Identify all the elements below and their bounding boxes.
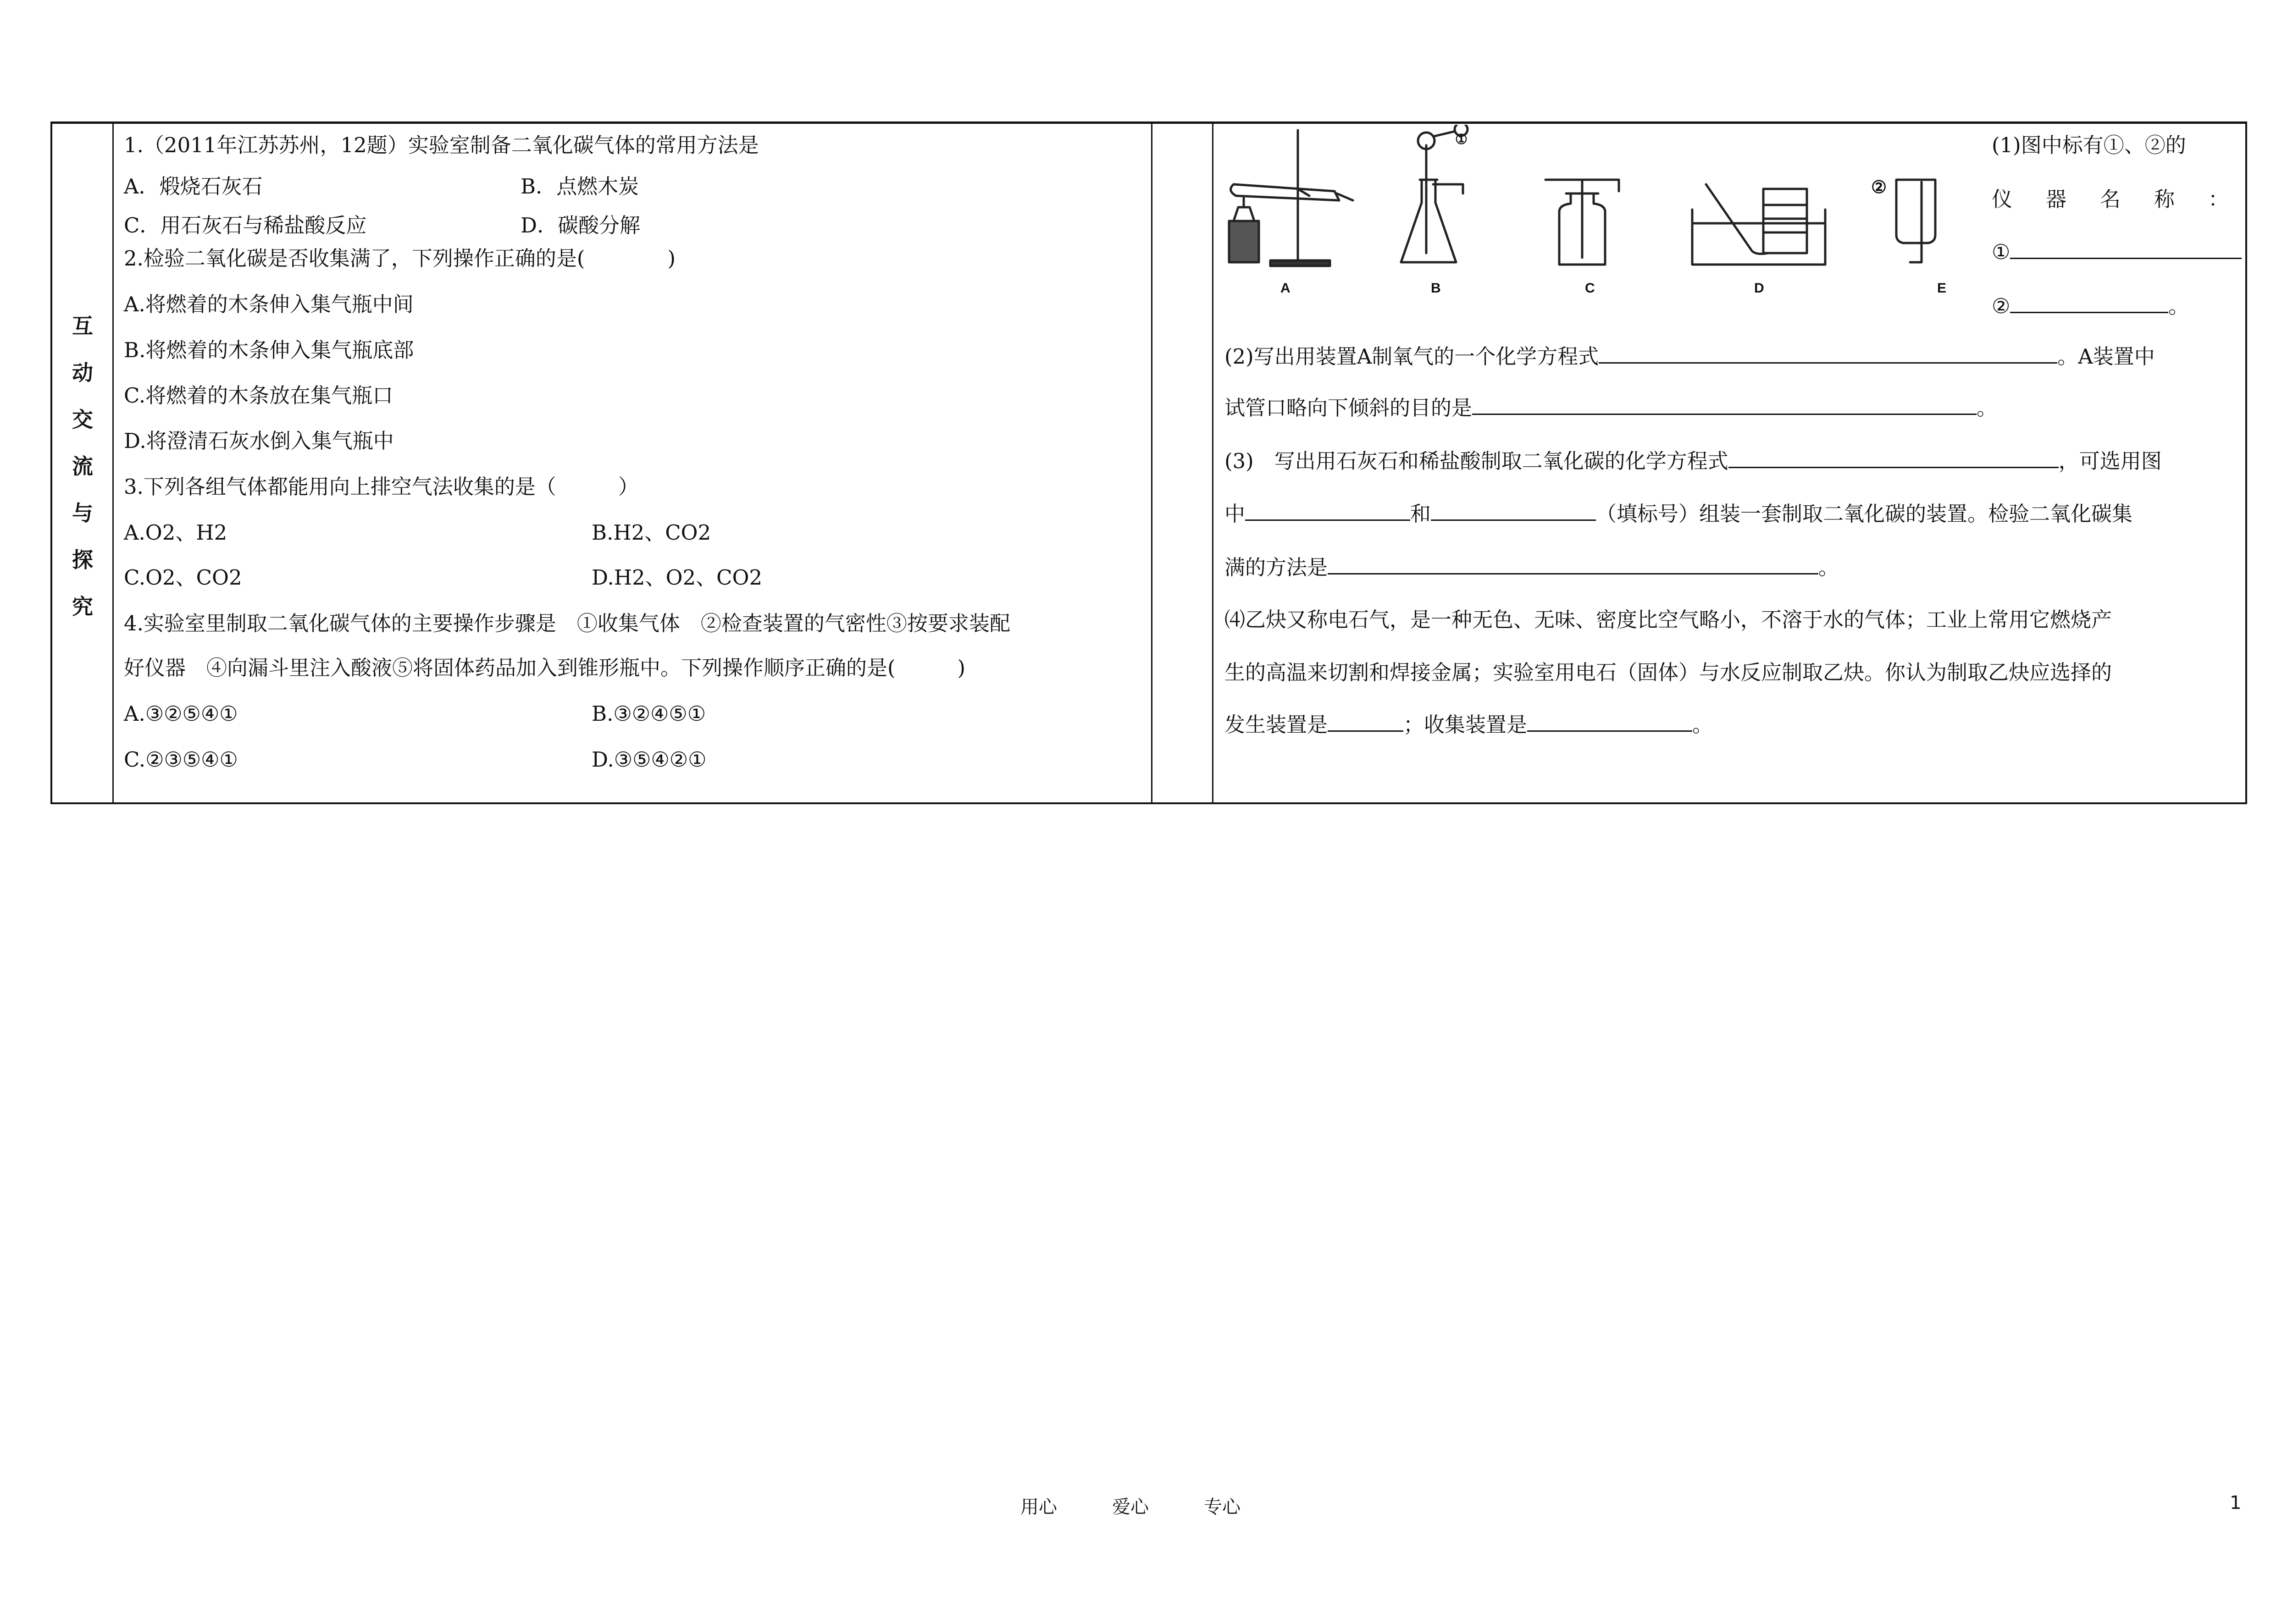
- q4-option-a: A.③②⑤④①: [124, 702, 238, 726]
- apparatus-e-drawing: [1896, 180, 1935, 262]
- p3-line3-text: 满的方法是: [1224, 555, 1328, 580]
- section-title-char: 究: [72, 594, 93, 619]
- q3-option-a: A.O2、H2: [124, 520, 227, 545]
- p2-line1-tail: 。A装置中: [2057, 344, 2155, 369]
- section-title-char: 交: [72, 407, 93, 432]
- apparatus-label-b: B: [1431, 281, 1441, 296]
- apparatus-a-drawing: [1229, 130, 1353, 266]
- answer-blank[interactable]: [1472, 395, 1977, 415]
- page-number: 1: [2230, 1492, 2242, 1514]
- apparatus-figure: [1220, 125, 1972, 308]
- p4-line3-mid: ；收集装置是: [1403, 713, 1528, 737]
- answer-blank[interactable]: [1245, 501, 1410, 521]
- apparatus-d-drawing: [1692, 184, 1825, 265]
- q4-option-b: B.③②④⑤①: [592, 702, 706, 726]
- p3-line3-tail: 。: [1818, 555, 1839, 580]
- q3-option-b: B.H2、CO2: [592, 520, 711, 545]
- apparatus-marker-2: ②: [1871, 178, 1887, 197]
- q2-option-b: B.将燃着的木条伸入集气瓶底部: [124, 338, 414, 362]
- answer-blank[interactable]: [1599, 344, 2057, 364]
- footer-motto-1: 用心: [1020, 1497, 1057, 1518]
- p4-line2: 生的高温来切割和焊接金属；实验室用电石（固体）与水反应制取乙炔。你认为制取乙炔应选择的: [1224, 660, 2112, 685]
- q4-stem-line1: 4.实验室里制取二氧化碳气体的主要操作步骤是 ①收集气体 ②检查装置的气密性③按要求装配: [124, 611, 1010, 635]
- column-divider-2: [1151, 122, 1152, 804]
- q4-option-c: C.②③⑤④①: [124, 747, 238, 772]
- p2-line2-tail: 。: [1977, 396, 1998, 420]
- answer-blank[interactable]: [1328, 712, 1403, 732]
- q1-option-b: B．点燃木炭: [521, 174, 639, 199]
- apparatus-label-c: C: [1585, 281, 1595, 296]
- p1-blank2: [1992, 293, 2189, 319]
- apparatus-label-a: A: [1280, 281, 1291, 296]
- p2-line1: [1224, 344, 2155, 369]
- answer-blank[interactable]: [1728, 448, 2059, 468]
- p3-line2-tail: （填标号）组装一套制取二氧化碳的装置。检验二氧化碳集: [1596, 502, 2133, 526]
- q1-option-a: A．煅烧石灰石: [124, 174, 263, 199]
- q1-option-d: D．碳酸分解: [521, 213, 641, 238]
- table-bottom-border: [50, 802, 2247, 804]
- section-title-char: 流: [72, 454, 93, 479]
- section-title-char: 互: [72, 314, 93, 338]
- answer-blank[interactable]: [1431, 501, 1596, 521]
- section-title-char: 探: [72, 547, 93, 572]
- apparatus-label-e: E: [1937, 281, 1947, 296]
- q4-stem-line2: 好仪器 ④向漏斗里注入酸液⑤将固体药品加入到锥形瓶中。下列操作顺序正确的是( ): [124, 656, 966, 680]
- p3-line2-text: 中: [1224, 502, 1246, 526]
- p3-line3: [1224, 555, 1839, 580]
- q2-option-d: D.将澄清石灰水倒入集气瓶中: [124, 429, 394, 453]
- p2-line2: [1224, 395, 1997, 420]
- p1-line2: 仪 器 名 称 ：: [1992, 187, 2236, 211]
- p3-line1-text: (3) 写出用石灰石和稀盐酸制取二氧化碳的化学方程式: [1224, 449, 1728, 473]
- p3-line1-tail: ，可选用图: [2058, 449, 2162, 473]
- section-title-vertical: [53, 303, 112, 630]
- p3-line2-and: 和: [1410, 502, 1431, 526]
- p2-line1-text: (2)写出用装置A制氧气的一个化学方程式: [1224, 344, 1599, 369]
- p1-blank1: [1992, 239, 2242, 265]
- q4-option-d: D.③⑤④②①: [592, 747, 707, 772]
- answer-blank[interactable]: [1527, 712, 1692, 732]
- answer-blank[interactable]: [1328, 555, 1818, 574]
- table-top-border: [50, 122, 2247, 124]
- table-right-border: [2245, 122, 2247, 804]
- p3-line2: [1224, 501, 2132, 526]
- section-title-char: 动: [72, 360, 93, 385]
- footer-motto-3: 专心: [1204, 1497, 1241, 1518]
- footer-motto-2: 爱心: [1112, 1497, 1149, 1518]
- p4-line3: [1224, 712, 1713, 737]
- q3-option-c: C.O2、CO2: [124, 565, 242, 590]
- apparatus-label-d: D: [1754, 281, 1764, 296]
- q2-option-a: A.将燃着的木条伸入集气瓶中间: [124, 292, 414, 316]
- q2-stem: 2.检验二氧化碳是否收集满了，下列操作正确的是( ): [124, 246, 676, 271]
- column-divider-3: [1212, 122, 1213, 804]
- q1-option-c: C．用石灰石与稀盐酸反应: [124, 213, 367, 238]
- apparatus-c-drawing: [1545, 180, 1619, 265]
- column-divider-1: [112, 122, 114, 804]
- apparatus-marker-1: ①: [1455, 132, 1468, 147]
- q3-option-d: D.H2、O2、CO2: [592, 565, 763, 590]
- p1-line1: (1)图中标有①、②的: [1992, 133, 2186, 157]
- p1-blank2-prefix: ②: [1992, 294, 2011, 318]
- answer-blank[interactable]: [2010, 293, 2168, 313]
- q2-option-c: C.将燃着的木条放在集气瓶口: [124, 383, 393, 408]
- table-left-border: [50, 122, 52, 804]
- p1-blank1-prefix: ①: [1992, 240, 2011, 264]
- p3-line1: [1224, 448, 2162, 474]
- p4-line1: ⑷乙炔又称电石气，是一种无色、无味、密度比空气略小，不溶于水的气体；工业上常用它燃烧产: [1224, 608, 2112, 632]
- section-title-char: 与: [72, 501, 93, 525]
- p1-blank2-suffix: 。: [2168, 294, 2189, 318]
- q3-stem: 3.下列各组气体都能用向上排空气法收集的是（ ）: [124, 475, 639, 499]
- p4-line3-tail: 。: [1692, 713, 1713, 737]
- p4-line3-text: 发生装置是: [1224, 713, 1328, 737]
- p2-line2-text: 试管口略向下倾斜的目的是: [1224, 396, 1473, 420]
- answer-blank[interactable]: [2010, 239, 2242, 259]
- q1-stem: 1.（2011年江苏苏州，12题）实验室制备二氧化碳气体的常用方法是: [124, 133, 759, 157]
